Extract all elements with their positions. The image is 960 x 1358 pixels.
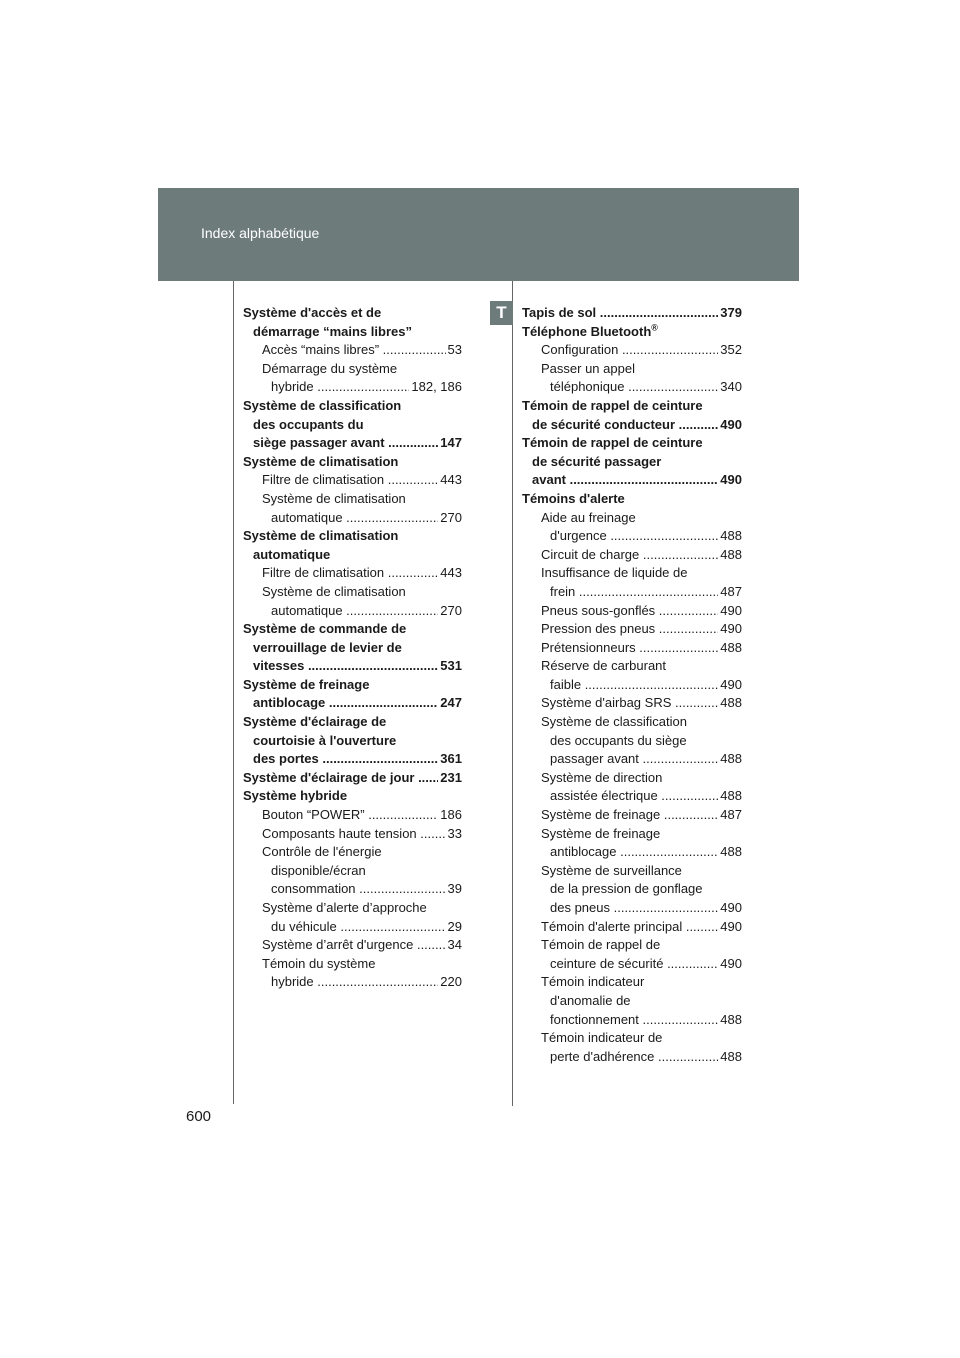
index-entry-text: Composants haute tension	[262, 825, 417, 841]
index-entry-text: Filtre de climatisation	[262, 472, 385, 488]
index-entry	[243, 955, 462, 974]
index-entry	[522, 323, 742, 342]
index-entry-text: Système d’alerte d’approche	[262, 900, 427, 915]
index-entry-text: Témoin de rappel de ceinture	[522, 435, 703, 451]
index-entry	[243, 323, 462, 342]
index-entry-text: Système de surveillance	[541, 862, 682, 878]
index-entry-text: vitesses	[253, 658, 305, 674]
index-entry-page: 53	[446, 341, 462, 360]
index-entry	[522, 546, 742, 565]
index-entry-page: 340	[718, 378, 742, 397]
registered-mark: ®	[651, 322, 658, 333]
index-entry-text: Pneus sous-gonflés	[541, 602, 656, 618]
index-entry	[243, 973, 462, 992]
index-entry	[522, 825, 742, 844]
index-entry-page: 33	[446, 825, 462, 844]
index-entry-page: 182, 186	[409, 378, 462, 397]
index-entry-text: Bouton “POWER”	[262, 807, 365, 823]
index-entry-text: automatique	[271, 602, 343, 618]
index-entry-text: de sécurité conducteur	[532, 416, 676, 432]
index-entry	[522, 918, 742, 937]
index-entry	[522, 304, 742, 323]
index-entry	[522, 676, 742, 695]
index-entry	[522, 341, 742, 360]
column-divider	[512, 281, 513, 1106]
index-entry	[243, 304, 462, 323]
index-entry-page: 443	[438, 564, 462, 583]
index-entry	[243, 843, 462, 862]
index-entry	[522, 713, 742, 732]
index-entry-text: automatique	[271, 509, 343, 525]
index-entry-page: 488	[718, 546, 742, 565]
section-title: Index alphabétique	[201, 225, 320, 241]
index-entry-page: 488	[718, 787, 742, 806]
index-entry	[522, 602, 742, 621]
index-entry-text: d'anomalie de	[550, 992, 631, 1008]
index-entry-page: 490	[718, 955, 742, 974]
index-entry-text: Prétensionneurs	[541, 639, 636, 655]
index-column-left	[243, 304, 462, 992]
index-entry-text: Téléphone Bluetooth	[522, 323, 652, 339]
index-entry-page: 443	[438, 471, 462, 490]
index-entry-text: Système hybride	[243, 788, 348, 804]
index-entry	[243, 546, 462, 565]
index-entry-text: Aide au freinage	[541, 509, 636, 525]
index-entry-text: Système de commande de	[243, 621, 407, 637]
index-entry-text: téléphonique	[550, 379, 625, 395]
index-entry-text: fonctionnement	[550, 1011, 639, 1027]
index-entry-page: 488	[718, 527, 742, 546]
index-entry-page: 490	[718, 899, 742, 918]
section-header	[158, 188, 799, 281]
index-entry	[243, 825, 462, 844]
index-entry-page: 490	[718, 676, 742, 695]
index-entry-page: 487	[718, 583, 742, 602]
index-entry-page: 270	[438, 509, 462, 528]
index-entry-text: Témoins d'alerte	[522, 490, 625, 506]
index-entry	[243, 657, 462, 676]
index-entry-text: Accès “mains libres”	[262, 342, 380, 358]
index-entry	[522, 564, 742, 583]
index-entry	[522, 787, 742, 806]
index-entry	[243, 732, 462, 751]
index-entry-text: consommation	[271, 881, 356, 897]
index-entry-page: 488	[718, 750, 742, 769]
index-entry-text: antiblocage	[550, 844, 617, 860]
index-entry	[522, 527, 742, 546]
index-entry	[243, 378, 462, 397]
index-entry	[522, 657, 742, 676]
index-entry	[243, 602, 462, 621]
index-entry	[522, 434, 742, 453]
letter-tab: T	[490, 301, 513, 325]
index-entry-text: hybride	[271, 974, 314, 990]
index-entry	[522, 843, 742, 862]
index-entry-text: des portes	[253, 751, 319, 767]
index-entry-text: Système d'accès et de	[243, 305, 382, 320]
index-entry-text: de sécurité passager	[532, 453, 662, 469]
index-entry-text: courtoisie à l'ouverture	[253, 732, 397, 748]
index-entry-text: Témoin indicateur de	[541, 1030, 663, 1046]
index-entry-text: Témoin de rappel de	[541, 937, 661, 953]
index-entry-text: Système de climatisation	[243, 453, 399, 469]
index-entry	[522, 992, 742, 1011]
index-entry	[522, 453, 742, 472]
index-entry-text: Système de climatisation	[243, 528, 399, 544]
index-entry-text: Témoin d'alerte principal	[541, 918, 683, 934]
index-entry	[243, 509, 462, 528]
index-entry	[522, 1048, 742, 1067]
index-entry-page: 490	[718, 416, 742, 435]
index-entry-text: Contrôle de l'énergie	[262, 844, 382, 860]
index-entry-page: 488	[718, 1048, 742, 1067]
left-column-rule	[233, 281, 234, 1104]
index-entry-text: Insuffisance de liquide de	[541, 565, 688, 581]
index-entry-text: Démarrage du système	[262, 360, 398, 376]
index-entry-text: Configuration	[541, 342, 619, 358]
index-entry-text: automatique	[253, 546, 331, 562]
index-entry-text: hybride	[271, 379, 314, 395]
index-entry-text: frein	[550, 583, 576, 599]
index-entry-text: Pression des pneus	[541, 621, 656, 637]
index-entry-text: Système d'éclairage de jour	[243, 769, 415, 785]
index-entry	[243, 750, 462, 769]
index-entry-text: assistée électrique	[550, 788, 658, 804]
index-entry	[522, 1011, 742, 1030]
index-entry-page: 490	[718, 471, 742, 490]
index-entry-page: 220	[438, 973, 462, 992]
index-entry	[522, 360, 742, 379]
index-entry-text: d'urgence	[550, 528, 607, 544]
index-entry	[243, 360, 462, 379]
index-entry-text: Filtre de climatisation	[262, 565, 385, 581]
index-entry-text: Passer un appel	[541, 360, 635, 376]
index-entry-text: antiblocage	[253, 695, 326, 711]
index-entry-text: Circuit de charge	[541, 546, 640, 562]
index-entry	[522, 732, 742, 751]
index-entry	[243, 862, 462, 881]
index-entry-text: des pneus	[550, 900, 610, 915]
index-entry-text: perte d'adhérence	[550, 1048, 655, 1064]
index-entry-text: Témoin du système	[262, 955, 376, 971]
index-entry	[243, 583, 462, 602]
index-entry-text: Réserve de carburant	[541, 658, 667, 674]
index-column-right	[522, 304, 742, 1066]
index-entry	[522, 471, 742, 490]
index-entry	[243, 397, 462, 416]
index-entry-page: 531	[438, 657, 462, 676]
index-entry-page: 379	[718, 304, 742, 323]
index-entry	[243, 899, 462, 918]
index-entry	[522, 880, 742, 899]
index-entry	[522, 806, 742, 825]
index-entry	[522, 509, 742, 528]
index-entry-text: Système d’arrêt d'urgence	[262, 937, 414, 953]
index-entry	[243, 880, 462, 899]
index-entry	[243, 527, 462, 546]
index-entry	[522, 620, 742, 639]
index-entry	[522, 973, 742, 992]
index-entry-page: 186	[438, 806, 462, 825]
index-entry-text: avant	[532, 472, 566, 488]
index-entry-text: Témoin de rappel de ceinture	[522, 397, 703, 413]
index-entry	[522, 397, 742, 416]
index-entry-text: disponible/écran	[271, 862, 366, 878]
index-entry-text: faible	[550, 676, 582, 692]
index-entry-page: 147	[438, 434, 462, 453]
index-entry-text: Système de classification	[243, 397, 402, 413]
index-entry-text: verrouillage de levier de	[253, 639, 402, 655]
index-entry	[522, 769, 742, 788]
index-entry	[243, 713, 462, 732]
index-entry-text: Système de climatisation	[262, 583, 406, 599]
index-entry-page: 270	[438, 602, 462, 621]
index-entry	[243, 434, 462, 453]
index-entry-text: Système d'airbag SRS	[541, 695, 672, 711]
index-entry	[243, 676, 462, 695]
index-entry-text: Témoin indicateur	[541, 974, 645, 990]
index-entry-text: Système de freinage	[541, 825, 661, 841]
index-entry	[243, 694, 462, 713]
index-entry	[522, 639, 742, 658]
index-entry-text: de la pression de gonflage	[550, 881, 703, 897]
index-entry	[522, 378, 742, 397]
index-entry-page: 29	[446, 918, 462, 937]
index-entry-text: Système de classification	[541, 714, 687, 730]
index-entry-text: passager avant	[550, 751, 639, 767]
index-entry	[522, 416, 742, 435]
index-entry-page: 352	[718, 341, 742, 360]
index-entry-page: 488	[718, 843, 742, 862]
index-entry-page: 488	[718, 1011, 742, 1030]
index-entry-text: des occupants du	[253, 416, 364, 432]
index-entry	[522, 1029, 742, 1048]
index-entry-page: 361	[438, 750, 462, 769]
index-entry-page: 488	[718, 639, 742, 658]
index-entry-text: ceinture de sécurité	[550, 955, 664, 971]
index-entry	[522, 936, 742, 955]
index-entry-text: Système de freinage	[541, 807, 661, 823]
index-entry	[243, 453, 462, 472]
index-entry-page: 490	[718, 620, 742, 639]
index-entry	[522, 955, 742, 974]
index-entry-page: 488	[718, 694, 742, 713]
index-entry	[243, 806, 462, 825]
index-entry-page: 39	[446, 880, 462, 899]
index-entry	[522, 490, 742, 509]
index-entry	[243, 918, 462, 937]
index-entry	[522, 750, 742, 769]
index-entry	[243, 564, 462, 583]
page-number: 600	[186, 1108, 212, 1125]
index-entry	[522, 899, 742, 918]
index-entry	[522, 862, 742, 881]
index-entry-text: des occupants du siège	[550, 732, 687, 748]
index-entry-page: 247	[438, 694, 462, 713]
index-entry	[243, 787, 462, 806]
index-entry-text: Tapis de sol	[522, 305, 597, 320]
index-entry-page: 231	[438, 769, 462, 788]
index-entry-text: Système de freinage	[243, 676, 370, 692]
index-entry	[243, 490, 462, 509]
index-entry-page: 490	[718, 602, 742, 621]
index-entry	[243, 416, 462, 435]
index-entry	[522, 583, 742, 602]
index-entry	[522, 694, 742, 713]
index-entry-page: 490	[718, 918, 742, 937]
index-entry-page: 487	[718, 806, 742, 825]
index-entry-text: du véhicule	[271, 918, 337, 934]
index-entry	[243, 936, 462, 955]
index-entry-text: Système de climatisation	[262, 490, 406, 506]
index-entry-text: Système de direction	[541, 769, 663, 785]
index-entry	[243, 341, 462, 360]
index-entry-page: 34	[446, 936, 462, 955]
index-entry	[243, 639, 462, 658]
index-entry	[243, 769, 462, 788]
index-entry	[243, 471, 462, 490]
index-entry-text: siège passager avant	[253, 435, 385, 451]
index-entry-text: Système d'éclairage de	[243, 714, 387, 730]
index-entry	[243, 620, 462, 639]
index-entry-text: démarrage “mains libres”	[253, 323, 412, 339]
